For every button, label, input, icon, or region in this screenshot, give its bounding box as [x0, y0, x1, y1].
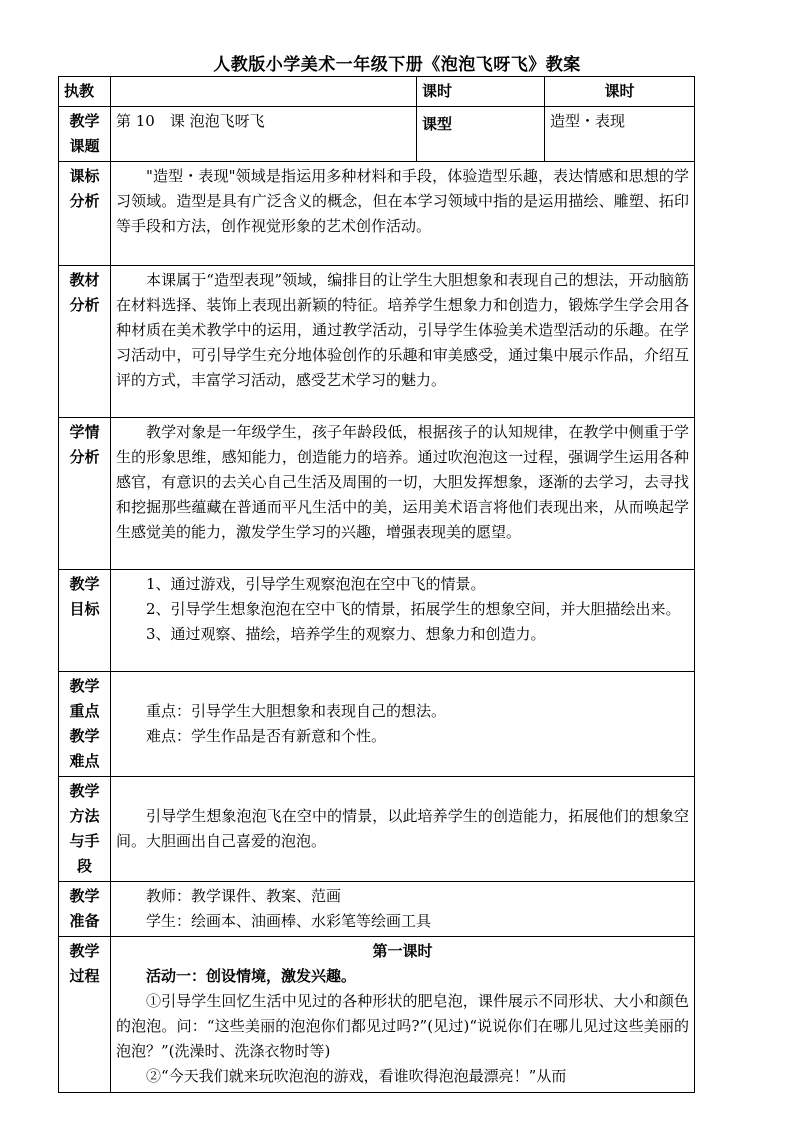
material-cell [111, 266, 695, 418]
methods-label: 教学方法与手段 [59, 777, 111, 882]
keypoints-cell [111, 672, 695, 777]
student-label: 学情分析 [59, 418, 111, 570]
topic-label: 教学课题 [59, 107, 111, 162]
material-text: 本课属于“造型表现”领域，编排目的让学生大胆想象和表现自己的想法，开动脑筋在材料选择、装饰上表现出新颖的特征。培养学生想象力和创造力，锻炼学生学会用各种材质在美术教学中的运用，通过教学活动，引导学生体验美术造型活动的乐趣。在学习活动中，可引导学生充分地体验创作的乐趣和审美感受，通过集中展示作品，介绍互评的方式，丰富学习活动，感受艺术学习的魅力。 [116, 271, 689, 389]
student-row [59, 418, 695, 570]
student-cell [111, 418, 695, 570]
type-label: 课型 [417, 107, 545, 162]
curriculum-text: "造型・表现"领域是指运用多种材料和手段，体验造型乐趣，表达情感和思想的学习领域。造型是具有广泛含义的概念，但在本学习领域中指的是运用描绘、雕塑、拓印等手段和方法，创作视觉形象的艺术创作活动。 [116, 167, 689, 235]
difficult-point-text: 难点：学生作品是否有新意和个性。 [146, 727, 387, 745]
methods-cell [111, 777, 695, 882]
type-value: 造型・表现 [545, 107, 695, 162]
curriculum-row [59, 162, 695, 266]
goal-item: 3、通过观察、描绘，培养学生的观察力、想象力和创造力。 [146, 625, 546, 643]
methods-text: 引导学生想象泡泡飞在空中的情景，以此培养学生的创造能力，拓展他们的想象空间。大胆画出自己喜爱的泡泡。 [116, 807, 689, 850]
prep-student-text: 学生：绘画本、油画棒、水彩笔等绘画工具 [146, 912, 432, 930]
process-paragraph: ①引导学生回忆生活中见过的各种形状的肥皂泡，课件展示不同形状、大小和颜色的泡泡。问：“这些美丽的泡泡你们都见过吗?”(见过)“说说你们在哪儿见过这些美丽的泡泡？”(洗澡时、洗涤衣物时等) [116, 992, 689, 1060]
student-text: 教学对象是一年级学生，孩子年龄段低，根据孩子的认知规律，在教学中侧重于学生的形象思维，感知能力，创造能力的培养。通过吹泡泡这一过程，强调学生运用各种感官，有意识的去关心自己生活及周围的一切，大胆发挥想象，逐渐的去学习，去寻找和挖掘那些蕴藏在普通而平凡生活中的美，运用美术语言将他们表现出来，从而唤起学生感觉美的能力，激发学生学习的兴趣，增强表现美的愿望。 [116, 423, 689, 541]
header-row [59, 77, 695, 107]
topic-lesson: 第 10 课 泡泡飞呀飞 [111, 107, 417, 162]
methods-row [59, 777, 695, 882]
keypoints-label: 教学重点教学难点 [59, 672, 111, 777]
curriculum-label: 课标分析 [59, 162, 111, 266]
teacher-value [111, 77, 417, 107]
teacher-label: 执教 [59, 77, 111, 107]
document-title: 人教版小学美术一年级下册《泡泡飞呀飞》教案 [213, 55, 581, 75]
keypoints-row [59, 672, 695, 777]
topic-row [59, 107, 695, 162]
process-cell [111, 937, 695, 1093]
curriculum-cell [111, 162, 695, 266]
goals-label: 教学目标 [59, 570, 111, 672]
period-label-2: 课时 [545, 77, 695, 107]
prep-label: 教学准备 [59, 882, 111, 937]
process-row [59, 937, 695, 1093]
goals-row [59, 570, 695, 672]
lesson-plan-table [58, 76, 695, 1093]
process-paragraph: ②“今天我们就来玩吹泡泡的游戏，看谁吹得泡泡最漂亮！”从而 [146, 1067, 567, 1085]
key-point-text: 重点：引导学生大胆想象和表现自己的想法。 [146, 702, 447, 720]
goal-item: 2、引导学生想象泡泡在空中飞的情景，拓展学生的想象空间，并大胆描绘出来。 [146, 600, 681, 618]
material-row [59, 266, 695, 418]
goal-item: 1、通过游戏，引导学生观察泡泡在空中飞的情景。 [146, 575, 486, 593]
activity-heading: 活动一：创设情境，激发兴趣。 [146, 967, 357, 985]
lesson-period-title: 第一课时 [372, 942, 433, 960]
process-label: 教学过程 [59, 937, 111, 1093]
period-label: 课时 [417, 77, 545, 107]
prep-cell [111, 882, 695, 937]
prep-row [59, 882, 695, 937]
goals-cell [111, 570, 695, 672]
prep-teacher-text: 教师：教学课件、教案、范画 [146, 887, 342, 905]
material-label: 教材分析 [59, 266, 111, 418]
